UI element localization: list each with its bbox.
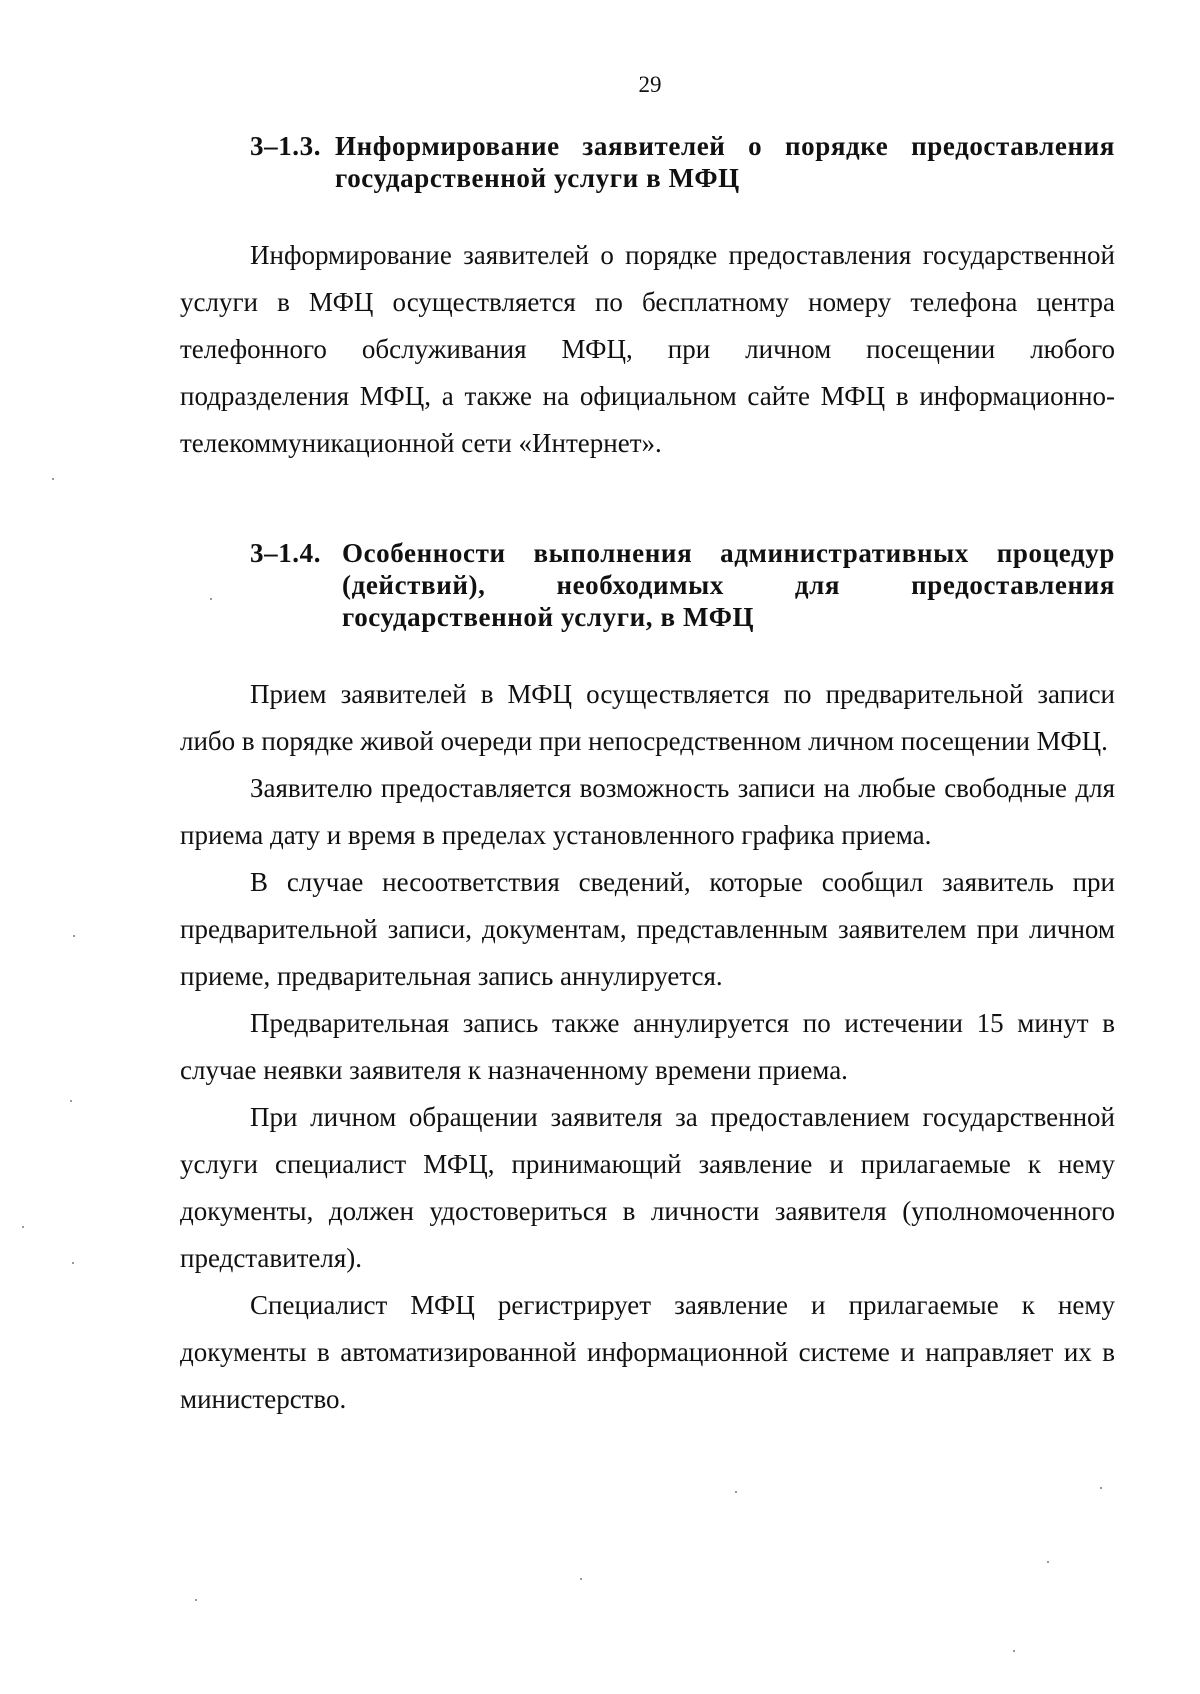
- paragraph: Информирование заявителей о порядке предоставления государственной услуги в МФЦ осуществляется по бесплатному номеру телефона центра телефонного обслуживания МФЦ, при личном посещении любого подразделения МФЦ, а также на официальном сайте МФЦ в информационно-телекоммуникационной сети «Интернет».: [180, 240, 1115, 458]
- scan-speck: [73, 935, 75, 937]
- section-heading-3-1-4: [180, 537, 1115, 633]
- scan-speck: [70, 1100, 72, 1102]
- scan-speck: [1013, 1650, 1015, 1652]
- page-number: 29: [638, 72, 662, 97]
- scan-speck: [52, 478, 54, 480]
- paragraph: При личном обращении заявителя за предоставлением государственной услуги специалист МФЦ, принимающий заявление и прилагаемые к нему документы, должен удостовериться в личности заявителя (уполномоченного представителя).: [180, 1102, 1115, 1273]
- section-heading-3-1-3: [180, 130, 1115, 194]
- scan-speck: [735, 1491, 737, 1493]
- document-body: [180, 130, 1115, 1423]
- scan-speck: [210, 598, 212, 600]
- section-title: Информирование заявителей о порядке предоставления государственной услуги в МФЦ: [335, 131, 1115, 193]
- paragraph: Заявителю предоставляется возможность записи на любые свободные для приема дату и время в пределах установленного графика приема.: [180, 773, 1115, 850]
- scan-speck: [1047, 1561, 1049, 1563]
- scan-speck: [1100, 1487, 1102, 1489]
- scan-speck: [72, 1262, 74, 1264]
- section-title: Особенности выполнения административных процедур (действий), необходимых для предоставления государственной услуги, в МФЦ: [342, 538, 1115, 632]
- scan-speck: [22, 1226, 24, 1228]
- scan-speck: [580, 1578, 582, 1580]
- paragraph: В случае несоответствия сведений, которые сообщил заявитель при предварительной записи, документам, представленным заявителем при личном приеме, предварительная запись аннулируется.: [180, 867, 1115, 991]
- scan-speck: [195, 1599, 197, 1601]
- paragraph: Специалист МФЦ регистрирует заявление и прилагаемые к нему документы в автоматизированной информационной системе и направляет их в министерство.: [180, 1290, 1115, 1414]
- paragraph: Прием заявителей в МФЦ осуществляется по предварительной записи либо в порядке живой очереди при непосредственном личном посещении МФЦ.: [180, 679, 1115, 756]
- paragraph: Предварительная запись также аннулируется по истечении 15 минут в случае неявки заявителя к назначенному времени приема.: [180, 1008, 1115, 1085]
- section-number: 3–1.3.: [250, 131, 322, 161]
- section-number: 3–1.4.: [250, 538, 322, 568]
